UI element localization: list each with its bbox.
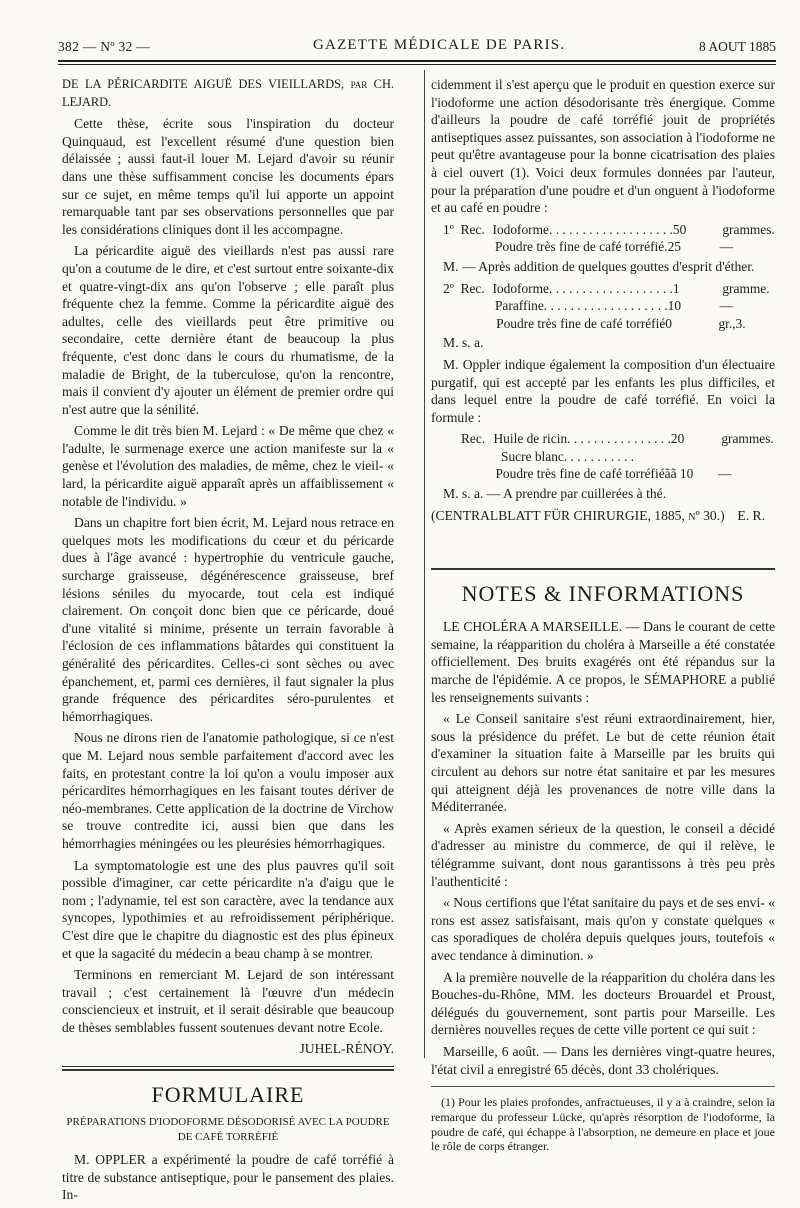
paragraph: La péricardite aiguë des vieillards n'est pas aussi rare qu'on a coutume de le dire, et c'est surtout entre soixante-dix et quatre-vingt-dix ans qu'on l'observe ; elle paraît plus fréquente chez la femme. Comme la péricardite aiguë des adultes, celle des vieillards peut être primitive ou secondaire, cette dernière étant de beaucoup la plus fréquente, c'est donc dans le cours du rhumatisme, de la maladie de Bright, de la tuberculose, qu'on la rencontre, mais il convient d'y ajouter un élément de premier ordre qui n'est autre que la sénilité. <box>62 243 394 417</box>
section-rule <box>62 1069 394 1071</box>
author-signature: JUHEL-RÉNOY. <box>299 1041 394 1057</box>
journal-title: GAZETTE MÉDICALE DE PARIS. <box>313 37 566 53</box>
paragraph: M. Oppler indique également la composition d'un électuaire purgatif, qui est accepté par les enfants les plus difficiles, et dans lequel entre la poudre de café torréfié. En voici la formule : <box>431 356 775 425</box>
source-citation: (CENTRALBLATT FÜR CHIRURGIE, 1885, nº 30.) <box>431 507 725 523</box>
source-initials: E. R. <box>737 507 765 523</box>
formula-row: Sucre blanc. . . . . . . . . . . <box>501 448 635 464</box>
formula-note: M. s. a. — A prendre par cuillerées à thé. <box>443 486 667 502</box>
source-line <box>431 507 775 525</box>
issue-date: 8 AOUT 1885 <box>698 39 776 54</box>
formula-row: Rec. Huile de ricin. . . . . . . . . . . . . . . . 20 grammes. <box>461 431 774 447</box>
formulaire-subtitle: PRÉPARATIONS D'IODOFORME DÉSODORISÉ AVEC LA POUDRE DE CAFÉ TORRÉFIÉ <box>66 1116 390 1144</box>
formula-3 <box>461 430 775 483</box>
paragraph: Cette thèse, écrite sous l'inspiration du docteur Quinquaud, est l'excellent résumé d'une question bien délaissée ; aussi faut-il louer M. Lejard d'avoir su réunir dans une thèse suffisamment concise les documents épars sur ce sujet, en même temps qu'il lui apporte un appoint remarquable tant par ses observations personnelles que par les considérations cliniques dont il les accompagne. <box>62 116 394 237</box>
footnote <box>431 1095 775 1154</box>
footnote-rule <box>431 1086 775 1087</box>
formula-row: 1º Rec. Iodoforme. . . . . . . . . . . . . . . . . . . 50 grammes. <box>443 221 775 237</box>
section-title: NOTES & INFORMATIONS <box>461 581 745 607</box>
paragraph: M. OPPLER a expérimenté la poudre de café torréfié à titre de substance antiseptique, pour le pansement des plaies. In- <box>62 1152 394 1203</box>
review-heading: DE LA PÉRICARDITE AIGUË DES VIEILLARDS, par CH. LEJARD. <box>62 77 394 109</box>
section-rule <box>62 1066 394 1067</box>
formula-note: M. — Après addition de quelques gouttes d'esprit d'éther. <box>443 258 755 274</box>
formula-note: M. s. a. <box>443 335 484 351</box>
page-header <box>58 37 776 57</box>
quote-paragraph: Comme le dit très bien M. Lejard : « De même que chez « l'adulte, le surmenage exerce une action manifeste sur la « genèse et l'évolution des maladies, de même, chez le vieil- « lard, la péricardite aiguë apparaît après un affaiblissement « notable de l'individu. » <box>62 423 394 509</box>
paragraph: Dans un chapitre fort bien écrit, M. Lejard nous retrace en quelques mots les modifications du cœur et du péricarde dues à l'âge avancé : hypertrophie du ventricule gauche, surcharge graisseuse, dégénérescence graisseuse, bref lésions séniles du myocarde, tout cela est indiqué clairement. On conçoit donc bien que ce péricarde, doué d'une vitalité si minime, présente un terrain favorable à l'éclosion de ces inflammations bâtardes qui constituent la généralité des péricardites. Celles-ci sont sèches ou avec épanchement, et, parmi ces dernières, il faut signaler la plus grande fréquence des péricardites séro-purulentes et hémorrhagiques. <box>62 515 394 724</box>
news-paragraph: « Après examen sérieux de la question, le conseil a décidé d'adresser au ministre du commerce, de qui il relève, le télégramme suivant, dont nous garantissons à très peu près l'authenticité : <box>431 820 775 889</box>
formula-row: Poudre très fine de café torréfié 0 gr.,3. <box>496 315 746 331</box>
news-paragraph: Marseille, 6 août. — Dans les dernières vingt-quatre heures, l'état civil a enregistré 65 décès, dont 33 cholériques. <box>431 1043 775 1077</box>
footnote-text: (1) Pour les plaies profondes, anfractueuses, il y a à craindre, selon la remarque du professeur Lücke, qu'après résorption de l'iodoforme, la poudre de café, qui échappe à l'absorption, ne demeure en place et joue le rôle de corps étranger. <box>431 1095 775 1154</box>
section-rule <box>431 568 775 570</box>
column-divider <box>424 70 425 1058</box>
formula-2 <box>443 280 775 333</box>
news-paragraph: LE CHOLÉRA A MARSEILLE. — Dans le courant de cette semaine, la réapparition du choléra à Marseille a été constatée officiellement. Des bruits exagérés ont été répandus sur la marche de l'épidémie. A ce propos, le SÉMAPHORE a publié les renseignements suivants : <box>431 619 775 705</box>
header-rule <box>58 60 776 65</box>
news-paragraph: « Nous certifions que l'état sanitaire du pays et de ses envi- « rons est assez satisfaisant, mais qu'on y constate quelques « cas sporadiques de choléra depuis quelques jours, toutefois « avec tendance à diminution. » <box>431 895 775 963</box>
news-paragraph: A la première nouvelle de la réapparition du choléra dans les Bouches-du-Rhône, MM. les docteurs Brouardel et Proust, délégués du gouvernement, sont partis pour Marseille. Les dernières nouvelles reçues de cette ville portent ce qui suit : <box>431 969 775 1038</box>
paragraph: Nous ne dirons rien de l'anatomie pathologique, si ce n'est que M. Lejard nous semble parfaitement d'accord avec les faits, en protestant contre la loi qu'on a voulu imposer aux péricardites hémorrhagiques en les faisant toutes dériver de néo-membranes. Cette application de la doctrine de Virchow se trouve contredite ici, aussi bien que dans les hémorrhagies méningées ou les pleurésies hémorrhagiques. <box>62 730 394 851</box>
paragraph: La symptomatologie est une des plus pauvres qu'il soit possible d'imaginer, car cette péricardite n'a d'aigu que le nom ; l'adynamie, tel est son caractère, avec la tendance aux syncopes, lypothimies et au refroidissement périphérique. C'est dire que le chapitre du diagnostic est des plus épineux et que la sagacité du médecin a beau champ à se montrer. <box>62 857 394 961</box>
news-paragraph: « Le Conseil sanitaire s'est réuni extraordinairement, hier, sous la présidence du préfet. Le but de cette réunion était d'examiner la situation faite à Marseille par les bruits qui circulent au dehors sur notre état sanitaire et par les mesures qui atteignent déjà les provenances de notre ville dans la Méditerranée. <box>431 711 775 815</box>
section-title: FORMULAIRE <box>151 1082 305 1108</box>
paragraph: Terminons en remerciant M. Lejard de son intéressant travail ; c'est certainement là l'œuvre d'un médecin consciencieux et instruit, et il serait désirable que beaucoup de thèses semblables fussent soutenues devant notre Ecole. <box>62 967 394 1035</box>
paragraph: cidemment il s'est aperçu que le produit en question exerce sur l'iodoforme une action désodorisante très énergique. Comme d'ailleurs la poudre de café torréfié jouit de propriétés antiseptiques assez puissantes, son association à l'iodoforme ne peut qu'être avantageuse pour la bonne cicatrisation des plaies à ciel ouvert (1). Voici deux formules données par l'auteur, pour la préparation d'une poudre et d'un onguent à l'iodoforme et au café en poudre : <box>431 77 775 216</box>
formula-row: Poudre très fine de café torréfié ãã 10 — <box>495 466 732 482</box>
formula-row: 2º Rec. Iodoforme. . . . . . . . . . . . . . . . . . . 1 gramme. <box>443 280 770 296</box>
left-column <box>62 76 394 1208</box>
formula-1 <box>443 221 775 256</box>
formula-row: Poudre très fine de café torréfié. 25 — <box>495 239 733 255</box>
formula-row: Paraffine. . . . . . . . . . . . . . . . . . . 10 — <box>494 298 734 314</box>
page-number: 382 — Nº 32 — <box>58 39 151 54</box>
right-column <box>431 76 775 1154</box>
